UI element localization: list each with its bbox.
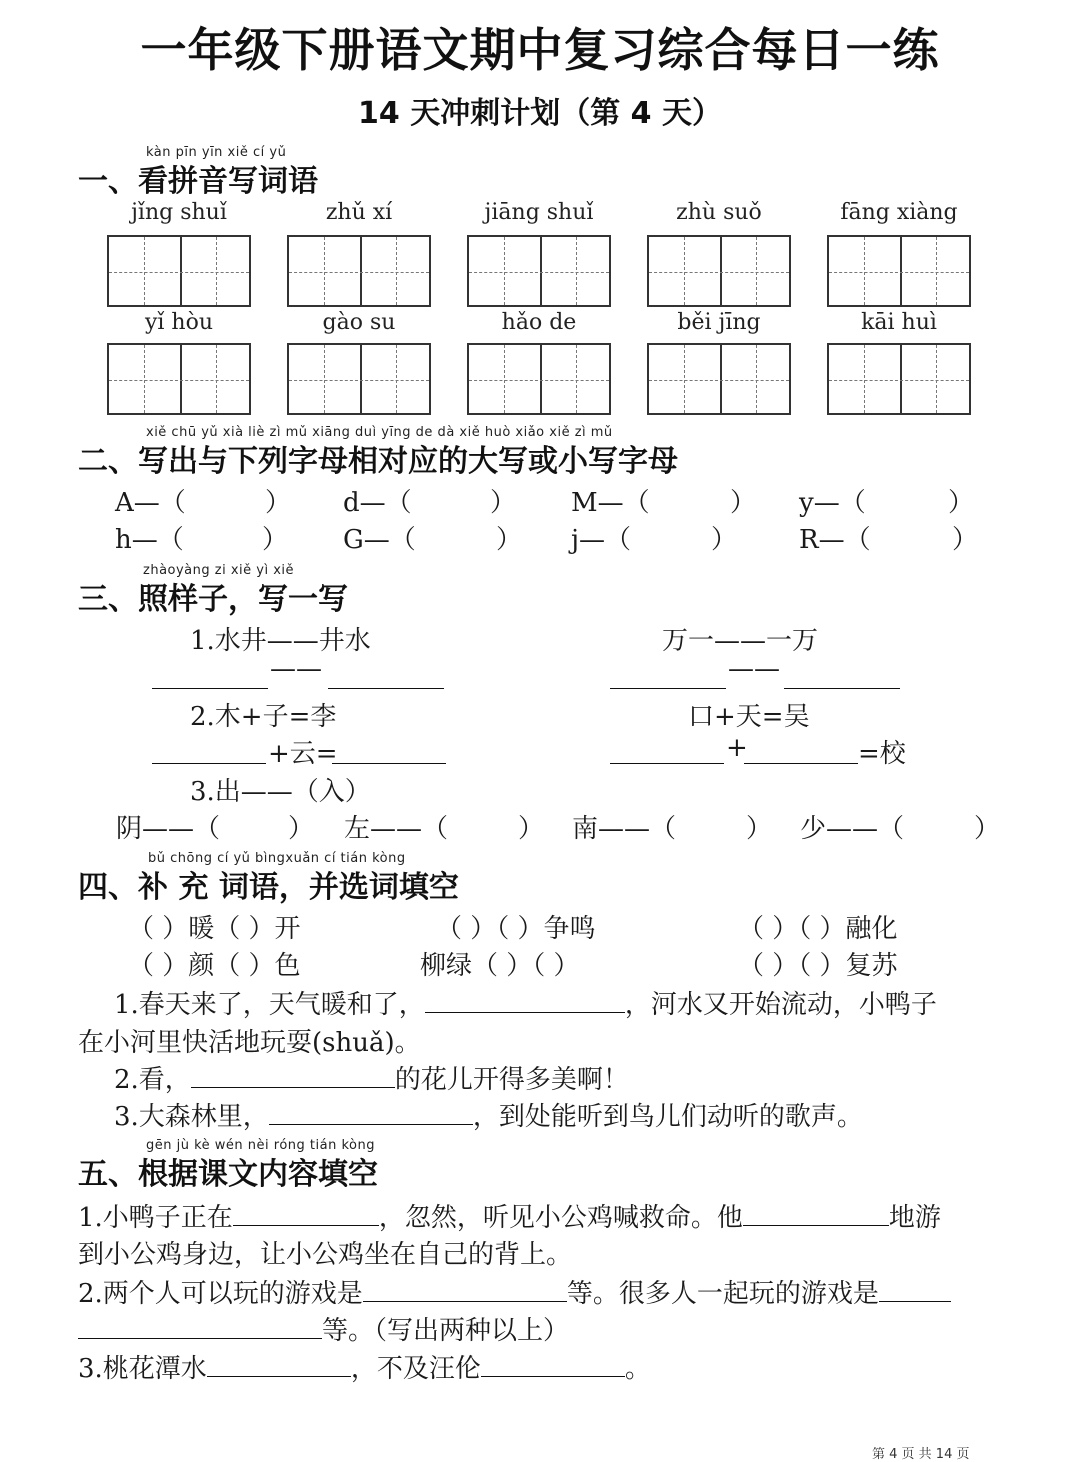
answer-blank[interactable] — [332, 763, 446, 764]
sentence-2-end: 的花儿开得多美啊！ — [394, 1065, 629, 1095]
antonym-item: 左——（ — [344, 814, 449, 844]
section5-title: 五、根据课文内容填空 — [78, 1157, 378, 1192]
example-1-right: 万一——一万 — [662, 626, 819, 656]
close-paren: ） — [952, 525, 979, 555]
question-2 — [78, 1273, 951, 1310]
sentence-2 — [114, 1059, 629, 1096]
q1-mid: ，忽然，听见小公鸡喊救命。他 — [378, 1203, 743, 1233]
dash: —— — [270, 654, 322, 684]
letter-item: d—（ — [343, 488, 412, 518]
q3-end: 。 — [624, 1354, 651, 1384]
answer-blank[interactable] — [743, 1224, 889, 1226]
answer-blank[interactable] — [191, 1086, 395, 1088]
sentence-1 — [114, 984, 937, 1021]
sentence-1-end: ，河水又开始流动，小鸭子 — [624, 990, 937, 1020]
antonym-item: 南——（ — [572, 814, 677, 844]
fill-2-end: =校 — [858, 739, 906, 769]
example-1-left: 1.水井——井水 — [190, 626, 371, 656]
pinyin-label: yǐ hòu — [144, 310, 214, 335]
answer-blank[interactable] — [744, 763, 858, 764]
writing-grid[interactable] — [287, 235, 431, 307]
fill-2-left: +云= — [268, 739, 338, 769]
sentence-1-start: 1.春天来了，天气暖和了， — [114, 990, 425, 1020]
writing-grid[interactable] — [107, 235, 251, 307]
answer-blank[interactable] — [425, 1011, 625, 1013]
writing-grid[interactable] — [467, 343, 611, 415]
example-3: 3.出——（入） — [190, 777, 371, 807]
word-fill: （ ）（ ）争鸣 — [436, 914, 596, 944]
answer-blank[interactable] — [481, 1375, 625, 1377]
sentence-3-start: 3.大森林里， — [114, 1102, 269, 1132]
close-paren: ） — [711, 525, 738, 555]
q1-end: 地游 — [888, 1203, 941, 1233]
sentence-2-start: 2.看， — [114, 1065, 191, 1095]
answer-blank[interactable] — [610, 688, 726, 689]
letter-item: M—（ — [571, 488, 650, 518]
letter-item: y—（ — [799, 488, 866, 518]
pinyin-label: gào su — [322, 310, 396, 335]
answer-blank[interactable] — [363, 1300, 567, 1302]
pinyin-label: fāng xiàng — [840, 200, 958, 225]
section3-title: 三、照样子，写一写 — [78, 582, 348, 617]
letter-item: A—（ — [115, 488, 186, 518]
section3-pinyin: zhàoyàng zi xiě yì xiě — [143, 563, 295, 578]
letter-item: R—（ — [799, 525, 871, 555]
q2-start: 2.两个人可以玩的游戏是 — [78, 1279, 363, 1309]
answer-blank[interactable] — [610, 763, 724, 764]
section4-title: 四、补 充 词语，并选词填空 — [78, 870, 459, 905]
answer-blank[interactable] — [78, 1337, 322, 1339]
pinyin-label: jǐng shuǐ — [131, 200, 227, 225]
section2-title: 二、写出与下列字母相对应的大写或小写字母 — [78, 444, 678, 479]
writing-grid[interactable] — [107, 343, 251, 415]
answer-blank[interactable] — [879, 1300, 951, 1302]
close-paren: ） — [746, 814, 773, 844]
page-number: 第 4 页 共 14 页 — [872, 1447, 970, 1462]
writing-grid[interactable] — [827, 343, 971, 415]
pinyin-label: hǎo de — [501, 310, 577, 335]
close-paren: ） — [490, 488, 517, 518]
writing-grid[interactable] — [467, 235, 611, 307]
letter-item: G—（ — [343, 525, 416, 555]
word-fill: （ ）（ ）复苏 — [738, 951, 898, 981]
close-paren: ） — [730, 488, 757, 518]
word-fill: （ ）（ ）融化 — [738, 914, 898, 944]
question-1-cont: 到小公鸡身边，让小公鸡坐在自己的背上。 — [78, 1240, 573, 1270]
pinyin-label: běi jīng — [677, 310, 761, 335]
close-paren: ） — [948, 488, 975, 518]
q3-mid: ，不及汪伦 — [350, 1354, 481, 1384]
answer-blank[interactable] — [328, 688, 444, 689]
antonym-item: 阴——（ — [116, 814, 221, 844]
answer-blank[interactable] — [233, 1224, 379, 1226]
section1-title: 一、看拼音写词语 — [78, 164, 318, 199]
close-paren: ） — [518, 814, 545, 844]
pinyin-label: kāi huì — [861, 310, 937, 335]
letter-item: j—（ — [571, 525, 632, 555]
word-fill: （ ）颜（ ）色 — [128, 951, 301, 981]
example-2-right: 口+天=吴 — [688, 702, 810, 732]
sentence-3-end: ，到处能听到鸟儿们动听的歌声。 — [472, 1102, 863, 1132]
question-3 — [78, 1348, 651, 1385]
section1-pinyin: kàn pīn yīn xiě cí yǔ — [146, 145, 287, 160]
writing-grid[interactable] — [647, 343, 791, 415]
dash: —— — [728, 654, 780, 684]
close-paren: ） — [974, 814, 1001, 844]
q1-start: 1.小鸭子正在 — [78, 1203, 233, 1233]
q2-mid: 等。很多人一起玩的游戏是 — [566, 1279, 879, 1309]
pinyin-label: zhù suǒ — [676, 200, 762, 225]
answer-blank[interactable] — [784, 688, 900, 689]
letter-item: h—（ — [115, 525, 184, 555]
writing-grid[interactable] — [827, 235, 971, 307]
q2-end: 等。（写出两种以上） — [322, 1316, 570, 1346]
word-fill: 柳绿（ ）（ ） — [420, 951, 580, 981]
sentence-1-cont: 在小河里快活地玩耍(shuǎ)。 — [78, 1028, 421, 1058]
fill-2-plus: + — [726, 733, 748, 763]
writing-grid[interactable] — [647, 235, 791, 307]
answer-blank[interactable] — [152, 688, 268, 689]
close-paren: ） — [265, 488, 292, 518]
question-2-cont — [78, 1310, 569, 1347]
q3-start: 3.桃花潭水 — [78, 1354, 207, 1384]
question-1 — [78, 1197, 941, 1234]
section2-pinyin: xiě chū yǔ xià liè zì mǔ xiāng duì yīng de dà xiě huò xiǎo xiě zì mǔ — [146, 425, 613, 440]
pinyin-label: jiāng shuǐ — [484, 200, 594, 225]
writing-grid[interactable] — [287, 343, 431, 415]
word-fill: （ ）暖（ ）开 — [128, 914, 301, 944]
page-subtitle: 14 天冲刺计划（第 4 天） — [358, 96, 722, 131]
section5-pinyin: gēn jù kè wén nèi róng tián kòng — [146, 1138, 375, 1153]
answer-blank[interactable] — [207, 1375, 351, 1377]
page-title: 一年级下册语文期中复习综合每日一练 — [140, 23, 940, 77]
answer-blank[interactable] — [152, 763, 266, 764]
section4-pinyin: bǔ chōng cí yǔ bìngxuǎn cí tián kòng — [148, 851, 406, 866]
sentence-3 — [114, 1096, 863, 1133]
pinyin-label: zhǔ xí — [325, 200, 393, 225]
close-paren: ） — [496, 525, 523, 555]
close-paren: ） — [288, 814, 315, 844]
antonym-item: 少——（ — [800, 814, 905, 844]
example-2-left: 2.木+子=李 — [190, 702, 337, 732]
close-paren: ） — [262, 525, 289, 555]
answer-blank[interactable] — [269, 1123, 473, 1125]
